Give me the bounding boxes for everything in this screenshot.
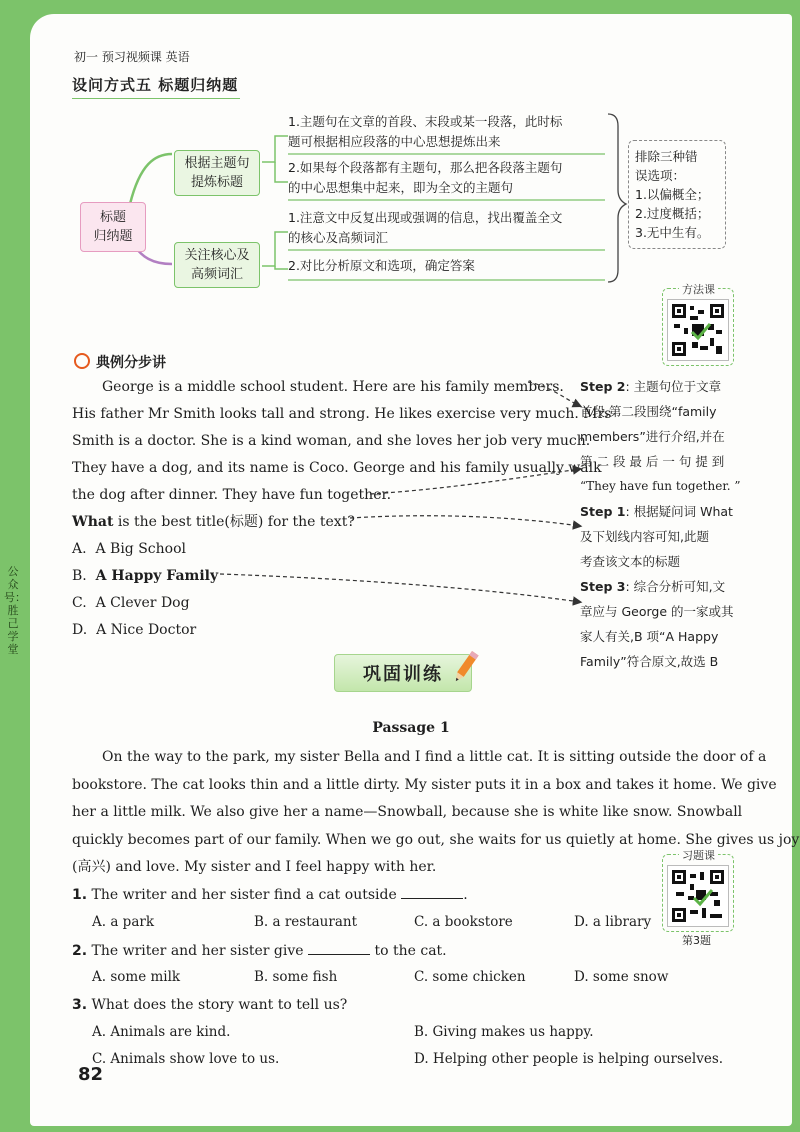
example-passage-line: Smith is a doctor. She is a kind woman, and she loves her job very much. — [72, 433, 591, 449]
q3-option-b[interactable]: B. Giving makes us happy. — [414, 1024, 594, 1040]
step-3-line: : 综合分析可知,文 — [625, 579, 726, 594]
passage-title: Passage 1 — [372, 720, 450, 736]
q1-option-d[interactable]: D. a library — [574, 914, 652, 930]
practice-passage-line: bookstore. The cat looks thin and a little dirty. My sister puts it in a box and takes it home. We give — [72, 776, 777, 793]
qr-code-icon — [667, 865, 729, 927]
example-passage-line: They have a dog, and its name is Coco. George and his family usually walk — [72, 460, 602, 476]
step-1-head: Step 1 — [580, 504, 626, 519]
example-passage-line: the dog after dinner. They have fun together. — [72, 487, 392, 503]
q1-option-b[interactable]: B. a restaurant — [254, 914, 358, 930]
branch2-line1: 关注核心及 — [184, 248, 250, 263]
page — [30, 14, 800, 1126]
side-label: 公众号：胜己学堂 — [4, 565, 26, 656]
branch1-line1: 根据主题句 — [184, 156, 250, 171]
mindmap-root-line2: 归纳题 — [93, 229, 133, 244]
question-text: The writer and her sister give — [91, 943, 304, 959]
step-1 — [580, 499, 786, 574]
q1-option-c[interactable]: C. a bookstore — [414, 914, 513, 930]
option-text: A Nice Doctor — [96, 622, 197, 638]
question-keyword: What — [72, 514, 114, 530]
example-passage-line: George is a middle school student. Here are his family members. — [102, 379, 564, 395]
exercise-qr-label: 习题课 — [679, 847, 718, 863]
question-text: is the best title(标题) for the text? — [113, 514, 355, 530]
question-text: The writer and her sister find a cat outside — [91, 887, 397, 903]
question-text-after: to the cat. — [374, 943, 447, 959]
question-3 — [72, 992, 672, 1020]
example-passage-line: His father Mr Smith looks tall and strong. He likes exercise very much. Mrs — [72, 406, 612, 422]
exclude-line4: 2.过度概括； — [635, 206, 710, 221]
step-2-head: Step 2 — [580, 379, 626, 394]
step-1-line: 及下划线内容可知,此题 — [580, 529, 709, 544]
branch1-item-1-line2: 题可根据相应段落的中心思想提炼出来 — [288, 134, 501, 149]
question-number: 1. — [72, 887, 88, 903]
page-number: 82 — [78, 1064, 104, 1085]
option-label: C. — [72, 595, 87, 611]
practice-banner-text: 巩固训练 — [363, 664, 443, 685]
step-explanations — [580, 374, 786, 674]
q2-option-d[interactable]: D. some snow — [574, 969, 669, 985]
question-1 — [72, 882, 672, 910]
section-title: 设问方式五 标题归纳题 — [72, 76, 239, 94]
question-text: What does the story want to tell us? — [91, 997, 348, 1013]
q2-option-c[interactable]: C. some chicken — [414, 969, 526, 985]
option-label: D. — [72, 622, 88, 638]
q3-option-c[interactable]: C. Animals show love to us. — [92, 1051, 280, 1067]
question-text-after: . — [463, 887, 468, 903]
question-number: 2. — [72, 943, 88, 959]
practice-passage-line: On the way to the park, my sister Bella and I find a little cat. It is sitting outside the door of a — [102, 749, 767, 765]
step-2-line: : 主题句位于文章 — [625, 379, 722, 394]
exercise-qr-frame[interactable] — [662, 849, 734, 932]
exclude-line2: 误选项： — [635, 168, 686, 183]
step-1-line: 考查该文本的标题 — [580, 554, 681, 569]
practice-passage-line: her a little milk. We also give her a name—Snowball, because she is white like snow. Snowball — [72, 804, 743, 820]
step-1-line: : 根据疑问词 What — [625, 504, 733, 519]
step-3-line: 家人有关,B 项“A Happy — [580, 629, 719, 644]
step-2-line: members”进行介绍,并在 — [580, 429, 725, 444]
answer-blank[interactable] — [401, 885, 463, 899]
option-label: B. — [72, 568, 87, 584]
answer-blank[interactable] — [308, 941, 370, 955]
branch1-item-1-line1: 1.主题句在文章的首段、末段或某一段落，此时标 — [288, 114, 563, 129]
branch1-item-2-line2: 的中心思想集中起来，即为全文的主题句 — [288, 180, 514, 195]
practice-passage-line: (高兴) and love. My sister and I feel happy with her. — [72, 859, 437, 875]
practice-passage-line: quickly becomes part of our family. When we go out, she waits for us quietly at home. She gives us joy — [72, 831, 800, 848]
exclude-line3: 1.以偏概全； — [635, 187, 710, 202]
q2-option-b[interactable]: B. some fish — [254, 969, 338, 985]
step-2-line: “They have fun together. ” — [580, 479, 741, 493]
step-3-line: Family”符合原文,故选 B — [580, 654, 719, 669]
question-2 — [72, 938, 672, 966]
example-heading: 典例分步讲 — [96, 355, 166, 371]
branch2-item-2-line1: 2.对比分析原文和选项，确定答案 — [288, 258, 475, 273]
exercise-qr-caption: 第3题 — [682, 934, 711, 947]
header-text: 初一 预习视频课 英语 — [74, 50, 190, 64]
step-2-line: 第 二 段 最 后 一 句 提 到 — [580, 454, 725, 469]
method-qr-label: 方法课 — [679, 281, 718, 297]
step-3-line: 章应与 George 的一家或其 — [580, 604, 734, 619]
step-3-head: Step 3 — [580, 579, 626, 594]
option-text: A Clever Dog — [95, 595, 190, 611]
q3-option-d[interactable]: D. Helping other people is helping ourselves. — [414, 1051, 724, 1067]
option-label: A. — [72, 541, 87, 557]
question-number: 3. — [72, 997, 88, 1013]
pencil-icon — [450, 648, 480, 688]
branch1-item-2-line1: 2.如果每个段落都有主题句，那么把各段落主题句 — [288, 160, 563, 175]
step-2 — [580, 374, 786, 499]
exclude-line5: 3.无中生有。 — [635, 225, 710, 240]
branch2-line2: 高频词汇 — [190, 267, 243, 282]
option-text: A Happy Family — [95, 568, 219, 584]
mindmap-root-line1: 标题 — [99, 210, 126, 225]
branch2-item-1-line2: 的核心及高频词汇 — [288, 230, 389, 245]
branch2-item-1-line1: 1.注意文中反复出现或强调的信息，找出覆盖全文 — [288, 210, 563, 225]
option-text: A Big School — [95, 541, 186, 557]
branch1-line2: 提炼标题 — [190, 175, 243, 190]
q1-option-a[interactable]: A. a park — [92, 914, 154, 930]
step-3 — [580, 574, 786, 674]
q3-option-a[interactable]: A. Animals are kind. — [92, 1024, 231, 1040]
q2-option-a[interactable]: A. some milk — [92, 969, 181, 985]
step-2-line: 首段,第二段围绕“family — [580, 404, 717, 419]
exclude-line1: 排除三种错 — [635, 149, 698, 164]
